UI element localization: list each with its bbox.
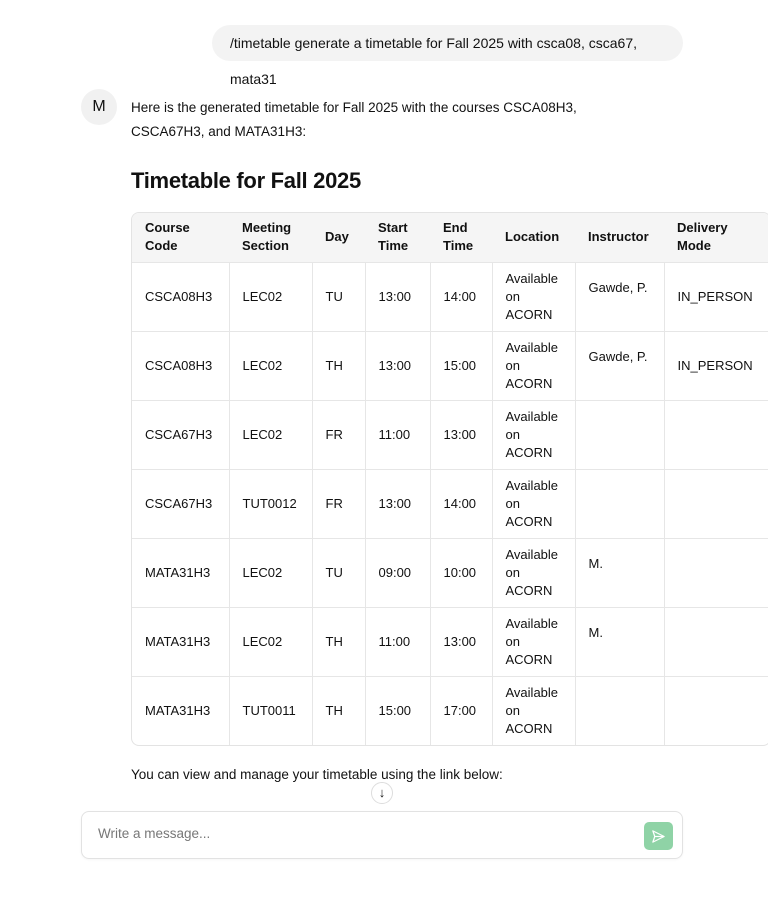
- send-button[interactable]: [644, 822, 673, 850]
- table-cell: Available on ACORN: [492, 607, 575, 676]
- column-header: Location: [492, 213, 575, 262]
- table-cell: CSCA08H3: [132, 262, 229, 331]
- table-cell: 15:00: [430, 331, 492, 400]
- table-cell: M.: [575, 538, 664, 607]
- table-row: [132, 331, 768, 400]
- table-cell: [664, 607, 768, 676]
- table-cell: [664, 676, 768, 745]
- table-cell: [664, 400, 768, 469]
- table-cell: 13:00: [365, 469, 430, 538]
- column-header: Meeting Section: [229, 213, 312, 262]
- table-cell: 14:00: [430, 469, 492, 538]
- table-cell: IN_PERSON: [664, 331, 768, 400]
- table-cell: 17:00: [430, 676, 492, 745]
- column-header: Day: [312, 213, 365, 262]
- table-cell: [575, 469, 664, 538]
- table-cell: FR: [312, 469, 365, 538]
- table-header-row: [132, 213, 768, 262]
- table-cell: LEC02: [229, 538, 312, 607]
- arrow-down-icon: ↓: [378, 785, 386, 800]
- table-cell: Available on ACORN: [492, 262, 575, 331]
- table-row: [132, 676, 768, 745]
- timetable-table-container: [131, 212, 768, 746]
- table-cell: CSCA67H3: [132, 469, 229, 538]
- table-cell: [664, 469, 768, 538]
- table-cell: MATA31H3: [132, 676, 229, 745]
- user-message: /timetable generate a timetable for Fall 2025 with csca08, csca67, mata31: [212, 25, 683, 61]
- table-cell: 13:00: [430, 400, 492, 469]
- table-row: [132, 607, 768, 676]
- table-row: [132, 538, 768, 607]
- table-cell: [664, 538, 768, 607]
- table-cell: Gawde, P.: [575, 331, 664, 400]
- table-cell: FR: [312, 400, 365, 469]
- send-icon: [651, 829, 666, 844]
- table-cell: 15:00: [365, 676, 430, 745]
- table-cell: 13:00: [365, 262, 430, 331]
- table-cell: LEC02: [229, 607, 312, 676]
- table-cell: LEC02: [229, 262, 312, 331]
- table-cell: CSCA67H3: [132, 400, 229, 469]
- timetable-heading: Timetable for Fall 2025: [131, 168, 361, 193]
- table-cell: TH: [312, 607, 365, 676]
- table-cell: MATA31H3: [132, 538, 229, 607]
- table-cell: 11:00: [365, 607, 430, 676]
- table-row: [132, 469, 768, 538]
- table-cell: 10:00: [430, 538, 492, 607]
- table-cell: Available on ACORN: [492, 676, 575, 745]
- column-header: Course Code: [132, 213, 229, 262]
- table-cell: Available on ACORN: [492, 469, 575, 538]
- table-row: [132, 400, 768, 469]
- table-cell: [575, 676, 664, 745]
- column-header: End Time: [430, 213, 492, 262]
- table-cell: LEC02: [229, 400, 312, 469]
- assistant-intro: Here is the generated timetable for Fall 2025 with the courses CSCA08H3, CSCA67H3, and MATA31H3:: [131, 100, 577, 139]
- table-row: [132, 262, 768, 331]
- message-input[interactable]: [98, 826, 618, 841]
- table-cell: TU: [312, 538, 365, 607]
- table-cell: Available on ACORN: [492, 538, 575, 607]
- table-cell: 11:00: [365, 400, 430, 469]
- table-cell: Gawde, P.: [575, 262, 664, 331]
- table-cell: TU: [312, 262, 365, 331]
- table-cell: Available on ACORN: [492, 331, 575, 400]
- column-header: Start Time: [365, 213, 430, 262]
- timetable-table: [132, 213, 768, 745]
- table-cell: CSCA08H3: [132, 331, 229, 400]
- table-cell: M.: [575, 607, 664, 676]
- table-cell: IN_PERSON: [664, 262, 768, 331]
- table-cell: 13:00: [365, 331, 430, 400]
- message-composer: [81, 811, 683, 859]
- table-cell: LEC02: [229, 331, 312, 400]
- table-cell: Available on ACORN: [492, 400, 575, 469]
- column-header: Delivery Mode: [664, 213, 768, 262]
- column-header: Instructor: [575, 213, 664, 262]
- table-cell: TH: [312, 331, 365, 400]
- table-cell: 14:00: [430, 262, 492, 331]
- table-cell: TH: [312, 676, 365, 745]
- avatar: M: [81, 89, 117, 125]
- scroll-down-button[interactable]: [371, 782, 393, 804]
- table-cell: 13:00: [430, 607, 492, 676]
- table-cell: TUT0011: [229, 676, 312, 745]
- assistant-outro: You can view and manage your timetable using the link below:: [131, 767, 503, 782]
- table-cell: MATA31H3: [132, 607, 229, 676]
- table-cell: 09:00: [365, 538, 430, 607]
- table-cell: [575, 400, 664, 469]
- table-cell: TUT0012: [229, 469, 312, 538]
